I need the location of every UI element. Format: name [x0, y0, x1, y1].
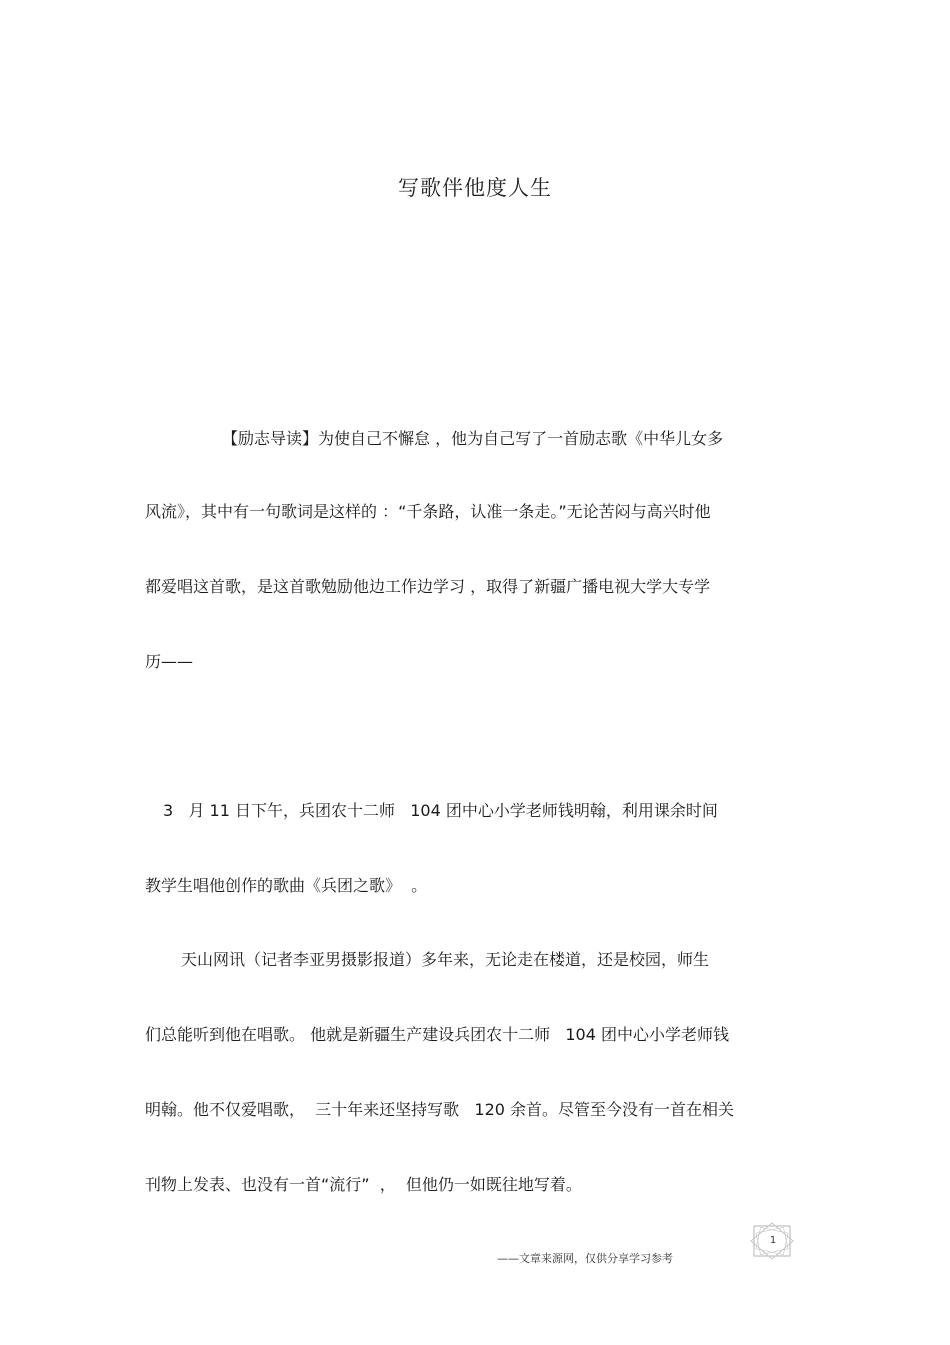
document-title: 写歌伴他度人生	[398, 176, 552, 200]
paragraph-line: 明翰。他不仅爱唱歌， 三十年来还坚持写歌 120 余首。尽管至今没有一首在相关	[145, 1100, 735, 1119]
paragraph-line: 都爱唱这首歌，是这首歌勉励他边工作边学习 ，取得了新疆广播电视大学大专学	[145, 577, 711, 596]
footer-source-note: ——文章来源网，仅供分享学习参考	[497, 1252, 673, 1265]
paragraph-line: 教学生唱他创作的歌曲《兵团之歌》 。	[145, 876, 428, 895]
paragraph-line: 风流》，其中有一句歌词是这样的 ：“千条路，认准一条走。”无论苦闷与高兴时他	[145, 502, 711, 521]
paragraph-line: 3 月 11 日下午，兵团农十二师 104 团中心小学老师钱明翰，利用课余时间	[163, 801, 718, 820]
paragraph-line: 历——	[145, 652, 194, 671]
paragraph-line: 天山网讯（记者李亚男摄影报道）多年来，无论走在楼道，还是校园，师生	[181, 950, 710, 969]
paragraph-line: 刊物上发表、也没有一首“流行” ， 但他仍一如既往地写着。	[145, 1175, 582, 1194]
paragraph-line: 【励志导读】为使自己不懈怠 ，他为自己写了一首励志歌《中华儿女多	[222, 429, 724, 448]
page-number: 1	[769, 1235, 777, 1246]
paragraph-line: 们总能听到他在唱歌。 他就是新疆生产建设兵团农十二师 104 团中心小学老师钱	[145, 1025, 729, 1044]
